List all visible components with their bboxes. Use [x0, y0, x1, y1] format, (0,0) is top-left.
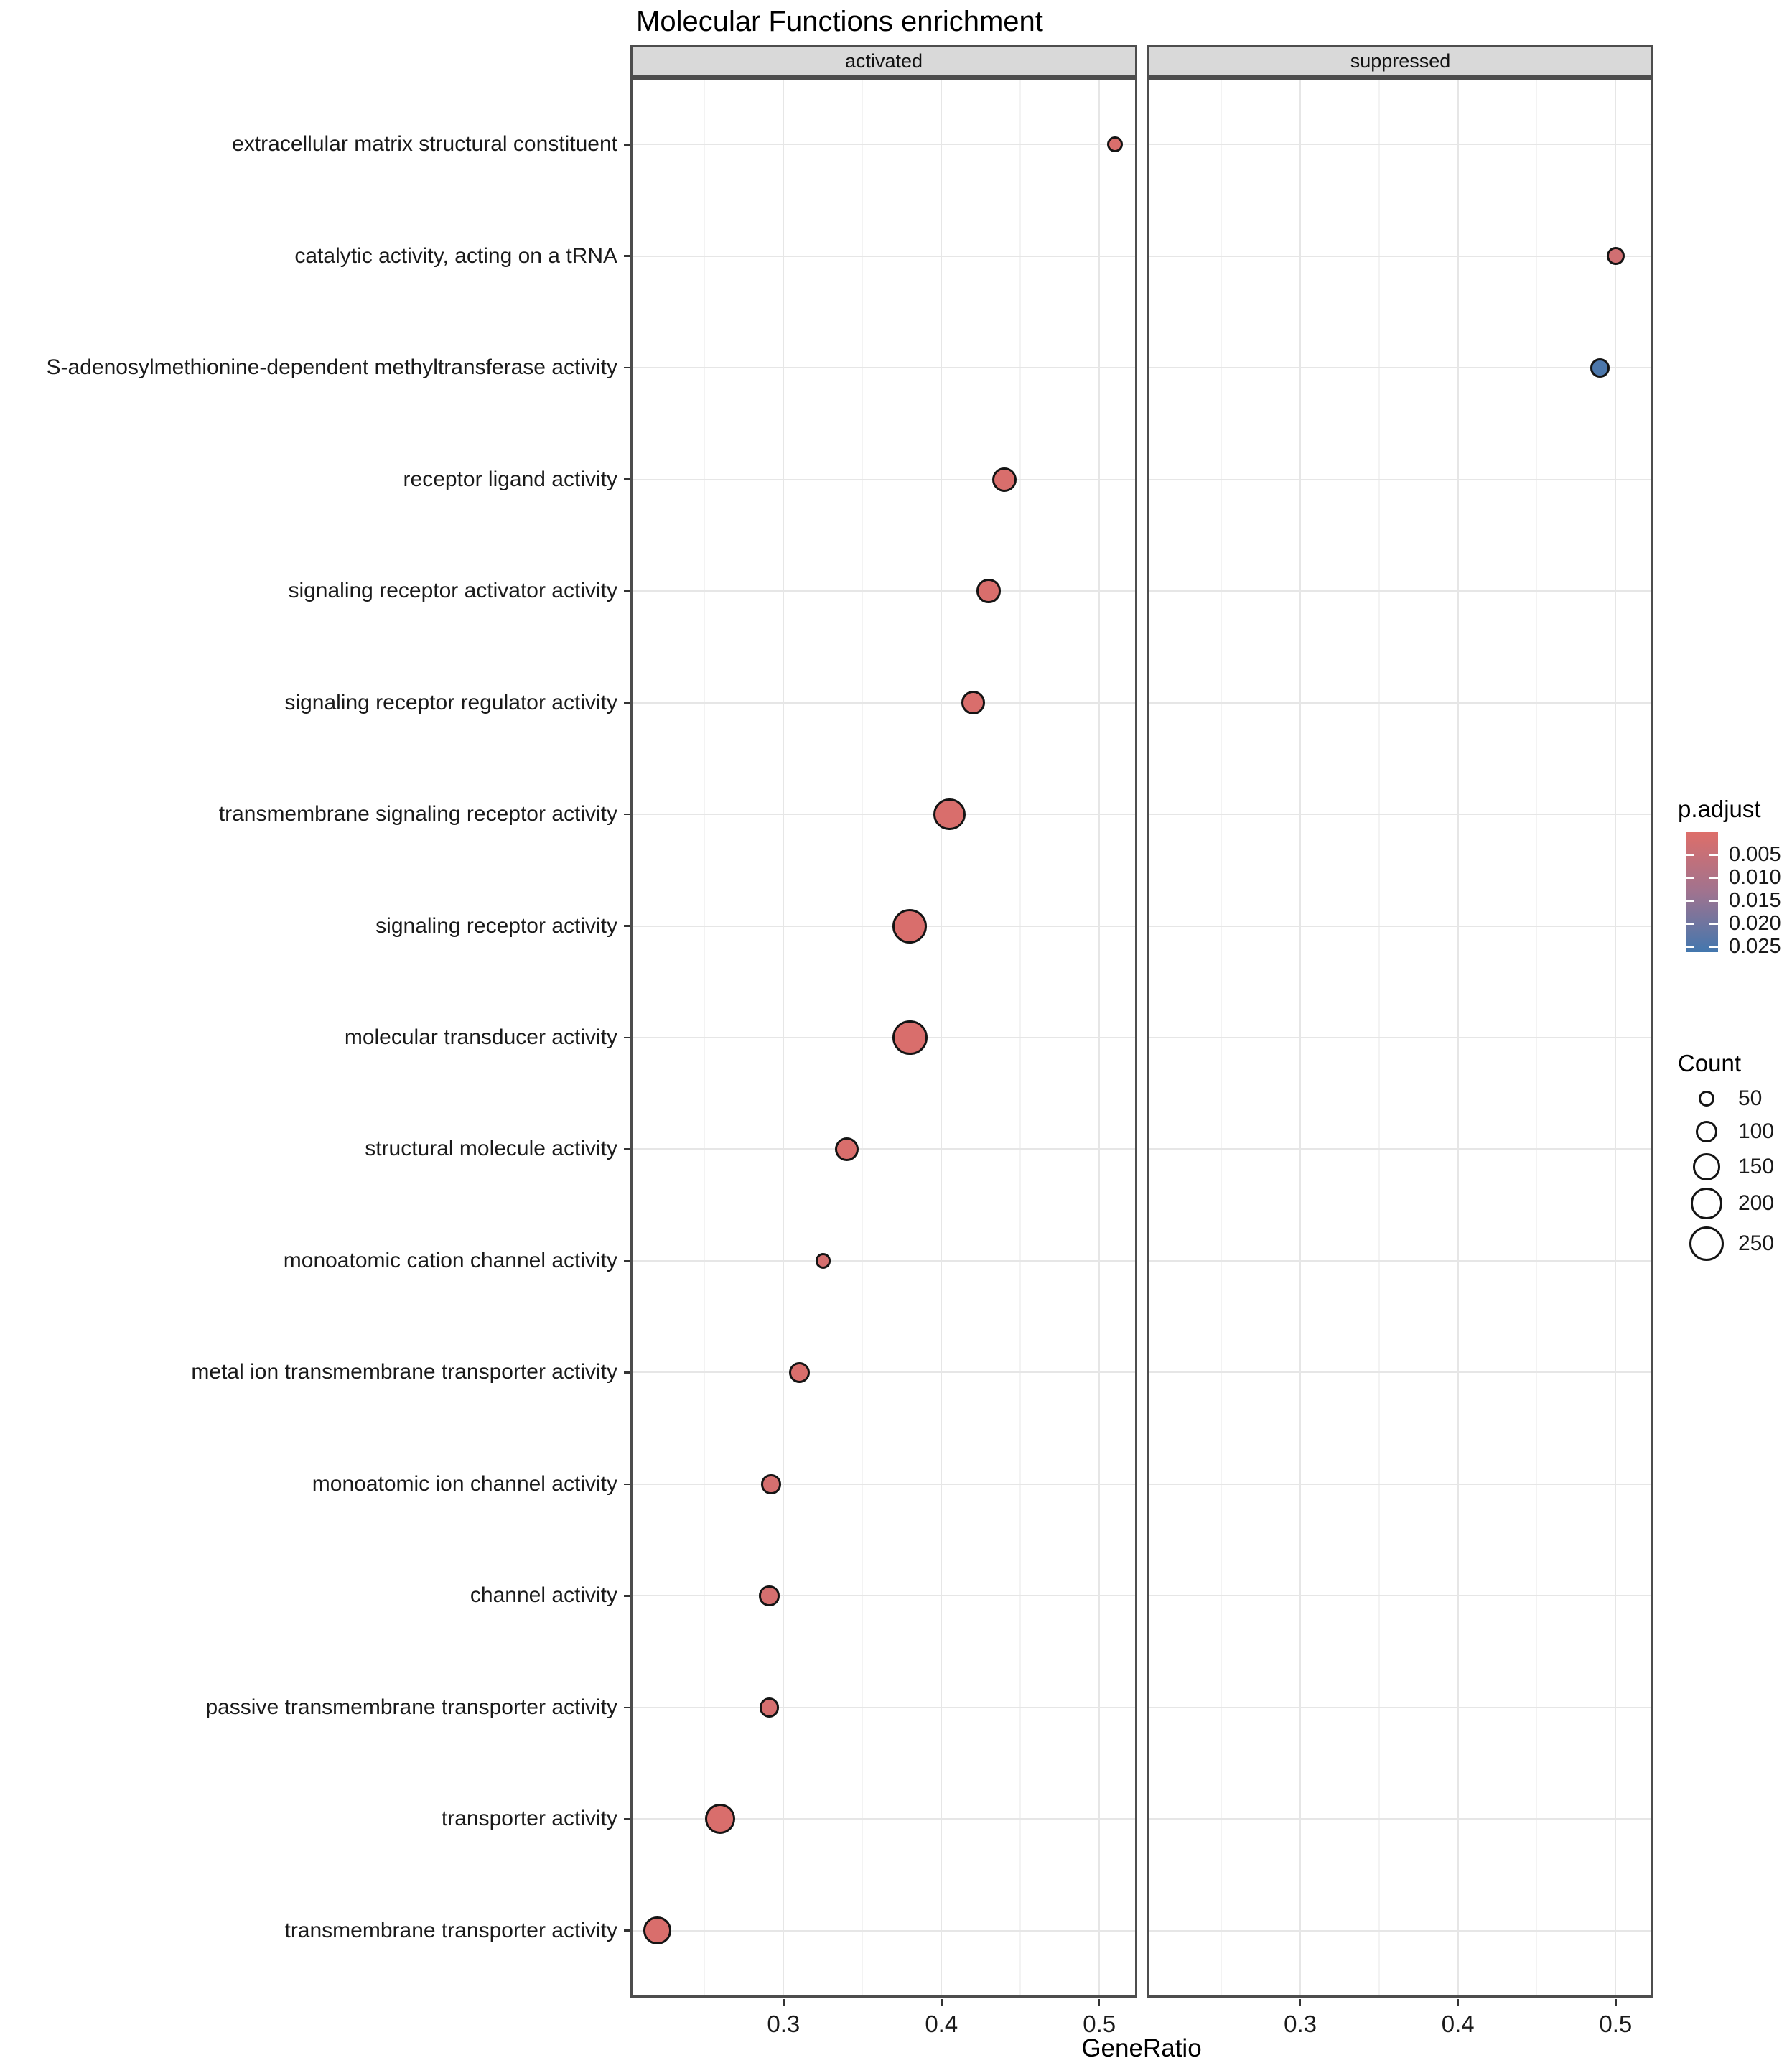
- y-axis-tick: [624, 367, 630, 369]
- data-point: [892, 909, 927, 944]
- y-axis-label: transmembrane transporter activity: [284, 1918, 617, 1942]
- data-point: [835, 1137, 859, 1162]
- colorbar-tick: [1709, 900, 1718, 902]
- y-axis-label: signaling receptor activator activity: [288, 579, 617, 603]
- y-axis-tick: [624, 1484, 630, 1486]
- legend-padjust-title: p.adjust: [1678, 796, 1761, 822]
- y-axis-tick: [624, 1148, 630, 1150]
- y-axis-label: channel activity: [470, 1583, 617, 1608]
- y-axis-label: receptor ligand activity: [403, 467, 617, 491]
- data-point: [761, 1474, 781, 1494]
- y-axis-label: monoatomic ion channel activity: [312, 1471, 617, 1496]
- y-axis-tick: [624, 1037, 630, 1039]
- y-axis-label: passive transmembrane transporter activity: [205, 1695, 617, 1719]
- y-axis-tick: [624, 1595, 630, 1597]
- x-axis-tick-label: 0.4: [925, 2011, 958, 2037]
- data-point: [1590, 358, 1610, 378]
- data-point: [816, 1253, 831, 1269]
- legend-count-label: 50: [1738, 1086, 1763, 1110]
- colorbar-tick: [1709, 877, 1718, 879]
- figure-title: Molecular Functions enrichment: [636, 6, 1043, 37]
- facet-strip-label: activated: [844, 50, 923, 72]
- y-axis-label: metal ion transmembrane transporter activity: [191, 1360, 617, 1384]
- y-axis-tick: [624, 814, 630, 816]
- y-axis-label: transmembrane signaling receptor activity: [218, 802, 617, 826]
- colorbar-tick-label: 0.020: [1729, 912, 1781, 936]
- data-point: [760, 1697, 780, 1718]
- data-point: [643, 1916, 671, 1944]
- data-point: [892, 1020, 927, 1055]
- colorbar-tick: [1709, 854, 1718, 856]
- facet-strip-label: suppressed: [1350, 50, 1451, 72]
- colorbar-tick-label: 0.005: [1729, 843, 1781, 867]
- y-axis-tick: [624, 144, 630, 146]
- data-point: [933, 798, 966, 831]
- y-axis-tick: [624, 1371, 630, 1374]
- y-axis-tick: [624, 1707, 630, 1709]
- legend-count-circle: [1691, 1188, 1722, 1219]
- colorbar-tick: [1686, 923, 1694, 925]
- y-axis-label: monoatomic cation channel activity: [283, 1248, 617, 1272]
- y-axis-label: catalytic activity, acting on a tRNA: [294, 243, 617, 268]
- x-axis-tick: [941, 1999, 943, 2006]
- y-axis-tick: [624, 255, 630, 257]
- colorbar-tick-label: 0.010: [1729, 866, 1781, 890]
- x-axis-tick: [783, 1999, 785, 2006]
- legend-count-label: 200: [1738, 1191, 1775, 1215]
- colorbar-tick: [1686, 900, 1694, 902]
- x-axis-tick-label: 0.5: [1083, 2011, 1116, 2037]
- data-point: [1107, 136, 1123, 152]
- y-axis-label: molecular transducer activity: [344, 1025, 617, 1049]
- y-axis-label: extracellular matrix structural constituent: [232, 132, 617, 157]
- colorbar-tick: [1709, 946, 1718, 948]
- y-axis-tick: [624, 1818, 630, 1820]
- x-axis-tick: [1299, 1999, 1302, 2006]
- colorbar-tick: [1686, 946, 1694, 948]
- legend-count-label: 250: [1738, 1231, 1775, 1255]
- legend-count-circle: [1693, 1153, 1719, 1180]
- x-axis-tick-label: 0.4: [1441, 2011, 1475, 2037]
- colorbar-tick: [1686, 854, 1694, 856]
- padjust-colorbar: [1686, 832, 1718, 952]
- y-axis-tick: [624, 1929, 630, 1932]
- y-axis-label: structural molecule activity: [365, 1137, 617, 1161]
- y-axis-tick: [624, 1260, 630, 1262]
- data-point: [1607, 247, 1625, 265]
- y-axis-label: signaling receptor regulator activity: [284, 690, 617, 714]
- y-axis-tick: [624, 590, 630, 592]
- y-axis-label: transporter activity: [441, 1807, 617, 1831]
- data-point: [976, 579, 1001, 603]
- y-axis-label: signaling receptor activity: [375, 913, 617, 938]
- x-axis-tick: [1457, 1999, 1459, 2006]
- x-axis-tick: [1615, 1999, 1617, 2006]
- legend-count-label: 150: [1738, 1155, 1775, 1178]
- x-axis-tick-label: 0.3: [1284, 2011, 1317, 2037]
- x-axis-tick: [1098, 1999, 1101, 2006]
- x-axis-tick-label: 0.3: [767, 2011, 801, 2037]
- x-axis-title: GeneRatio: [1081, 2034, 1202, 2062]
- data-point: [705, 1804, 735, 1834]
- legend-count-label: 100: [1738, 1119, 1775, 1143]
- legend-count-circle: [1689, 1226, 1724, 1261]
- colorbar-tick: [1686, 877, 1694, 879]
- y-axis-tick: [624, 925, 630, 927]
- colorbar-tick-label: 0.025: [1729, 935, 1781, 959]
- x-axis-tick-label: 0.5: [1599, 2011, 1633, 2037]
- data-point: [789, 1362, 810, 1383]
- colorbar-tick: [1709, 923, 1718, 925]
- y-axis-tick: [624, 702, 630, 704]
- y-axis-tick: [624, 478, 630, 480]
- data-point: [759, 1585, 779, 1606]
- data-point: [961, 691, 985, 714]
- legend-count-title: Count: [1678, 1050, 1742, 1076]
- y-axis-label: S-adenosylmethionine-dependent methyltransferase activity: [46, 355, 617, 380]
- legend-count-circle: [1699, 1091, 1714, 1107]
- colorbar-tick-label: 0.015: [1729, 889, 1781, 913]
- data-point: [992, 467, 1017, 492]
